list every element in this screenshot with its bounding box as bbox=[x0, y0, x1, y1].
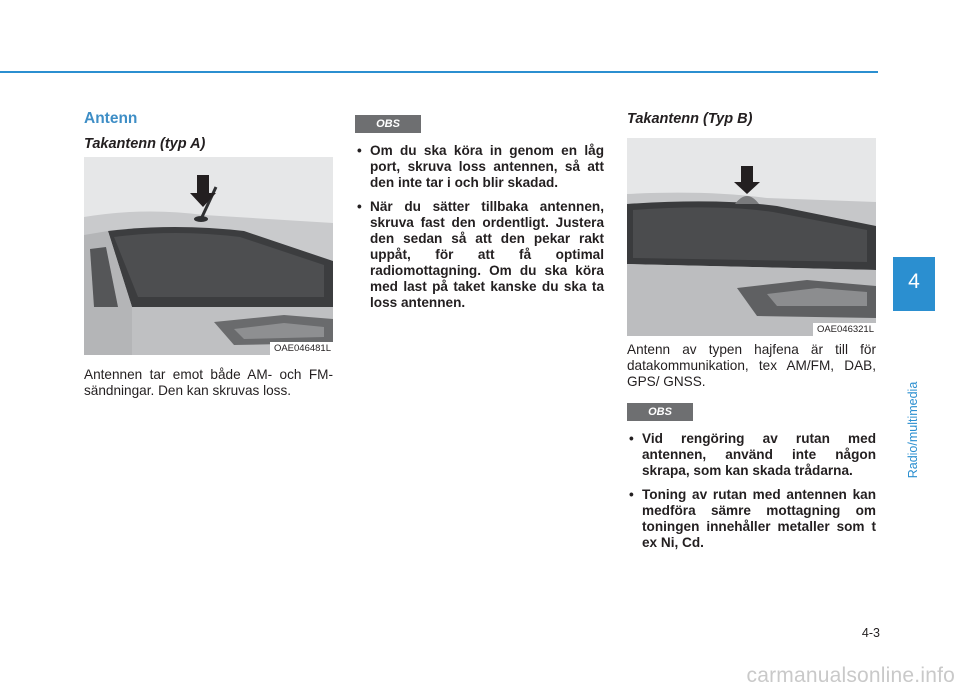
list-item-text: Om du ska köra in genom en låg port, skruva loss antennen, så att den inte tar i och blir skadad. bbox=[370, 143, 604, 190]
chapter-label bbox=[902, 380, 924, 480]
chapter-number: 4 bbox=[908, 270, 920, 293]
page-number: 4-3 bbox=[861, 626, 880, 640]
bullet-icon: • bbox=[357, 143, 362, 158]
list-item-text: När du sätter tillbaka antennen, skruva fast den ordentligt. Justera den sedan så att den pekar rakt uppåt, för att få optimal radiomottagning. Om du ska köra med last på taket kanske du ska ta loss antennen. bbox=[370, 199, 604, 310]
watermark: carmanualsonline.info bbox=[746, 664, 955, 687]
body-text-type-b: Antenn av typen hajfena är till för datakommunikation, tex AM/FM, DAB, GPS/ GNSS. bbox=[627, 342, 876, 389]
bullet-icon: • bbox=[629, 431, 634, 446]
section-title: Antenn bbox=[84, 110, 138, 127]
list-item bbox=[355, 143, 604, 191]
list-item bbox=[627, 431, 876, 479]
photo-roof-antenna-type-b bbox=[627, 138, 876, 336]
car-rear-illustration bbox=[627, 138, 876, 336]
list-item-text: Toning av rutan med antennen kan medföra sämre mottagning om toningen innehåller metaller som t ex Ni, Cd. bbox=[642, 487, 876, 550]
subtitle-type-b: Takantenn (Typ B) bbox=[627, 111, 753, 127]
photo-roof-antenna-type-a bbox=[84, 157, 333, 355]
chapter-label-text: Radio/multimedia bbox=[906, 381, 920, 479]
obs-badge: OBS bbox=[627, 403, 693, 421]
chapter-tab bbox=[893, 257, 935, 311]
car-rear-illustration bbox=[84, 157, 333, 355]
body-text-type-a: Antennen tar emot både AM- och FM-sändningar. Den kan skruvas loss. bbox=[84, 367, 333, 398]
subtitle-type-a: Takantenn (typ A) bbox=[84, 136, 206, 152]
bullet-icon: • bbox=[629, 487, 634, 502]
header-rule bbox=[0, 71, 878, 73]
photo-code-type-a: OAE046481L bbox=[270, 342, 333, 355]
photo-code-type-b: OAE046321L bbox=[813, 323, 876, 336]
list-item-text: Vid rengöring av rutan med antennen, använd inte någon skrapa, som kan skada trådarna. bbox=[642, 431, 876, 478]
obs-bullet-list bbox=[355, 143, 604, 319]
obs-bullet-list bbox=[627, 431, 876, 559]
list-item bbox=[355, 199, 604, 311]
bullet-icon: • bbox=[357, 199, 362, 214]
list-item bbox=[627, 487, 876, 551]
obs-badge: OBS bbox=[355, 115, 421, 133]
